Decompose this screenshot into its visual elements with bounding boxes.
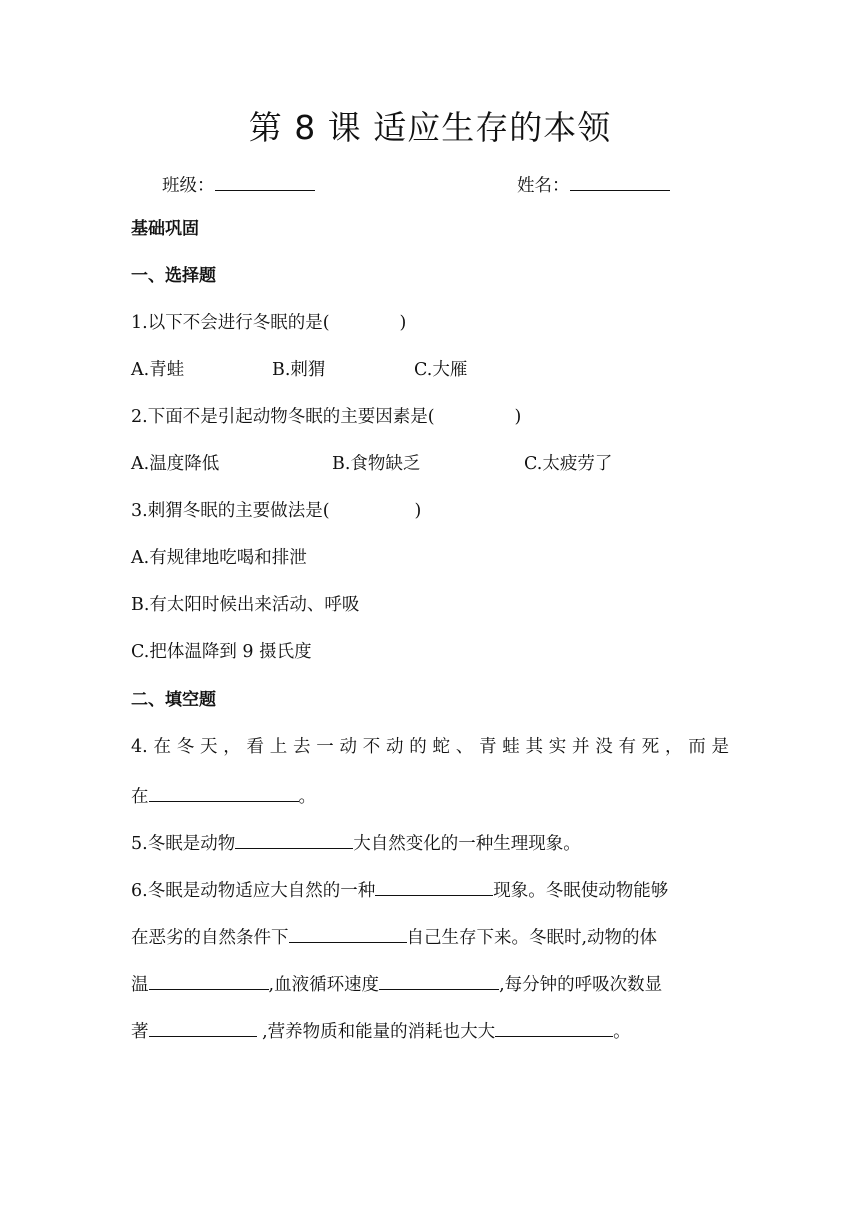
q6-l4-end: 。 <box>613 1022 631 1042</box>
q5-start: 5.冬眠是动物 <box>131 834 236 854</box>
q6-blank-2[interactable] <box>289 922 407 943</box>
section-fill: 二、填空题 <box>131 690 216 710</box>
q4-line-2 <box>131 781 316 810</box>
q6-blank-4[interactable] <box>379 969 499 990</box>
q2-option-c: C.太疲劳了 <box>524 454 613 474</box>
name-field <box>517 170 670 199</box>
q2-option-a: A.温度降低 <box>131 454 220 474</box>
question-2 <box>131 404 521 430</box>
q6-blank-6[interactable] <box>495 1016 613 1037</box>
q6-blank-1[interactable] <box>375 875 493 896</box>
q6-line-2 <box>131 922 657 951</box>
q1-option-a: A.青蛙 <box>131 360 185 380</box>
q3-close: ) <box>414 501 422 521</box>
q3-option-a: A.有规律地吃喝和排泄 <box>131 548 307 568</box>
question-1 <box>131 310 406 336</box>
class-field <box>162 170 315 199</box>
name-label: 姓名： <box>517 176 570 196</box>
q3-option-b: B.有太阳时候出来活动、呼吸 <box>131 595 360 615</box>
q6-l3-start: 温 <box>131 975 149 995</box>
q6-line-1 <box>131 875 668 904</box>
name-blank[interactable] <box>570 170 670 191</box>
q6-l2-start: 在恶劣的自然条件下 <box>131 928 289 948</box>
q6-l2-end: 自己生存下来。冬眠时,动物的体 <box>406 928 658 948</box>
section-choice: 一、选择题 <box>131 266 216 286</box>
q6-l1-start: 6.冬眠是动物适应大自然的一种 <box>131 881 376 901</box>
q6-l3-mid: ,血液循环速度 <box>268 975 380 995</box>
q1-option-b: B.刺猬 <box>272 360 326 380</box>
q1-option-c: C.大雁 <box>414 360 468 380</box>
q6-l1-end: 现象。冬眠使动物能够 <box>493 881 669 901</box>
q6-line-4 <box>131 1016 631 1045</box>
q6-blank-3[interactable] <box>149 969 269 990</box>
q6-l3-end: ,每分钟的呼吸次数显 <box>499 975 663 995</box>
q3-option-c: C.把体温降到 9 摄氏度 <box>131 642 312 662</box>
question-5 <box>131 828 581 857</box>
q6-l4-mid: ,营养物质和能量的消耗也大大 <box>256 1022 496 1042</box>
question-3 <box>131 498 421 524</box>
class-blank[interactable] <box>215 170 315 191</box>
q6-line-3 <box>131 969 662 998</box>
q3-stem: 3.刺猬冬眠的主要做法是( <box>131 501 330 521</box>
q2-option-b: B.食物缺乏 <box>332 454 421 474</box>
q1-close: ) <box>399 313 407 333</box>
q4-line-1: 4.在冬天，看上去一动不动的蛇、青蛙其实并没有死，而是 <box>131 737 729 757</box>
q2-stem: 2.下面不是引起动物冬眠的主要因素是( <box>131 407 435 427</box>
q6-l4-start: 著 <box>131 1022 149 1042</box>
class-label: 班级： <box>162 176 215 196</box>
q5-blank[interactable] <box>235 828 353 849</box>
q6-blank-5[interactable] <box>149 1016 257 1037</box>
section-basic: 基础巩固 <box>131 219 199 239</box>
q4-suffix: 。 <box>298 787 316 807</box>
q4-blank[interactable] <box>149 781 299 802</box>
q5-end: 大自然变化的一种生理现象。 <box>353 834 581 854</box>
q1-stem: 1.以下不会进行冬眠的是( <box>131 313 330 333</box>
page-title: 第 8 课 适应生存的本领 <box>248 108 612 147</box>
q4-prefix: 在 <box>131 787 149 807</box>
q2-close: ) <box>514 407 522 427</box>
